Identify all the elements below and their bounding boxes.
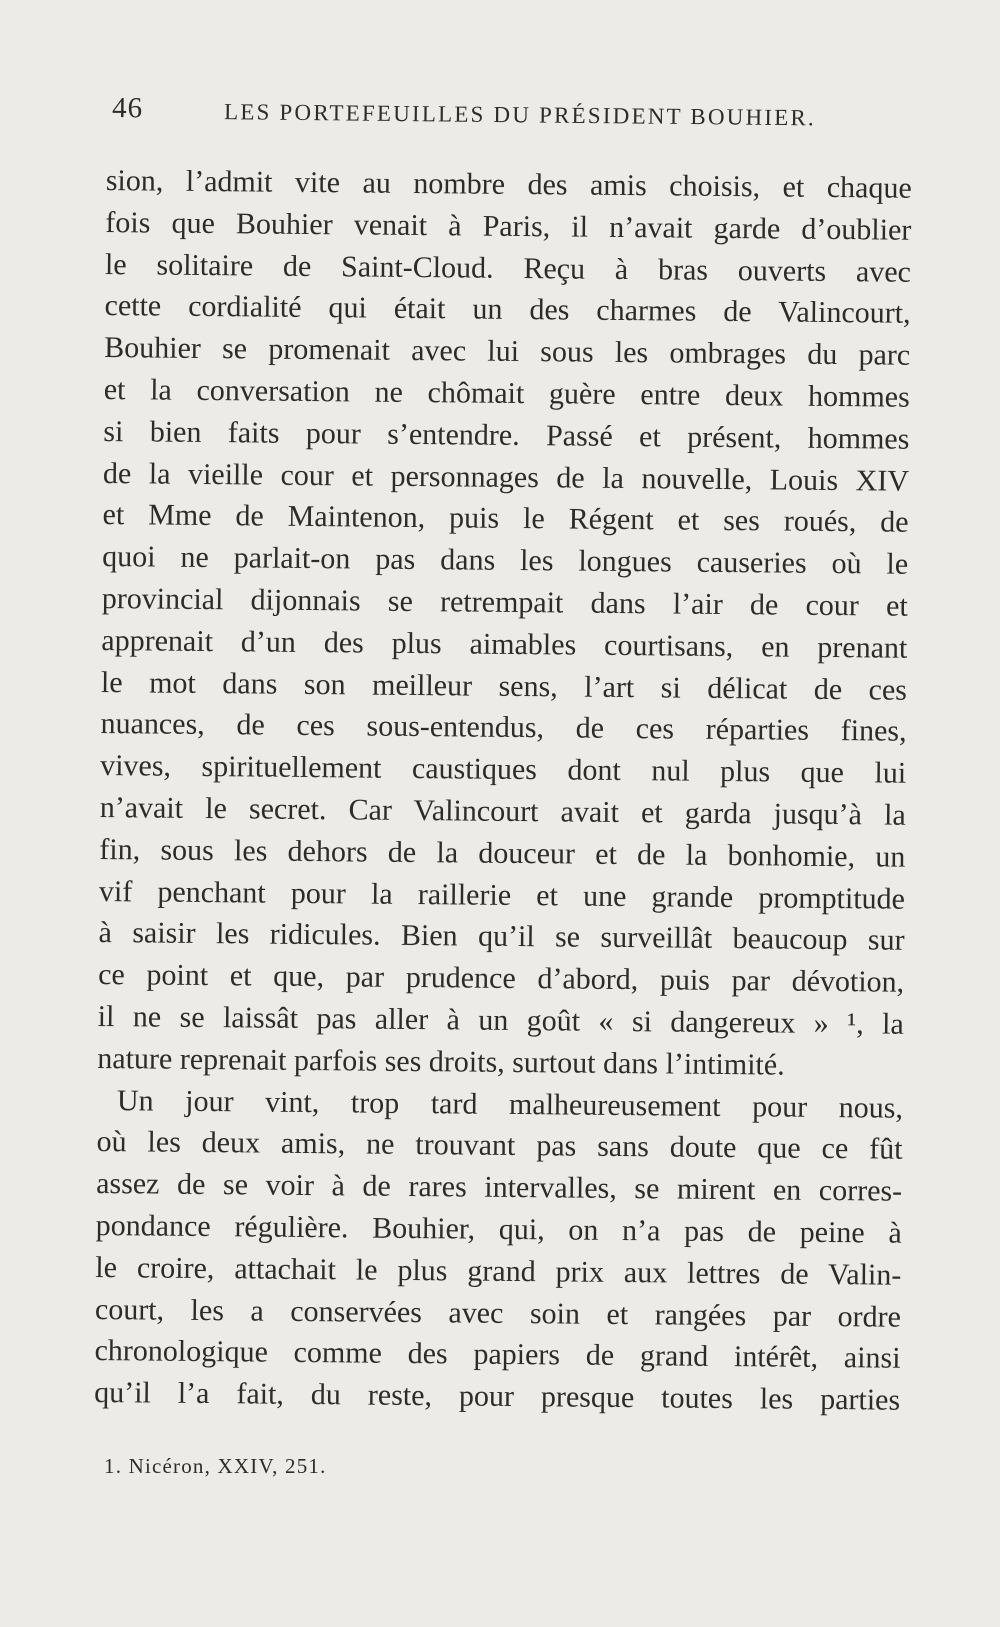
text-line: Bouhier se promenait avec lui sous les ombrages du parc xyxy=(104,331,911,372)
text-line: le solitaire de Saint-Cloud. Reçu à bras ouverts avec xyxy=(104,247,912,289)
text-line: court, les a conservées avec soin et rangées par ordre xyxy=(94,1292,902,1334)
text-line: fois que Bouhier venait à Paris, il n’avait garde d’oublier xyxy=(105,205,912,247)
body-text xyxy=(94,160,912,1422)
footnote: 1. Nicéron, XXIV, 251. xyxy=(104,1454,327,1478)
text-line: pondance régulière. Bouhier, qui, on n’a pas de peine à xyxy=(95,1208,902,1250)
text-line: n’avait le secret. Car Valincourt avait et garda jusqu’à la xyxy=(99,790,906,832)
text-line: assez de se voir à de rares intervalles, se mirent en corres- xyxy=(96,1167,903,1208)
text-line: le croire, attachait le plus grand prix aux lettres de Valin- xyxy=(95,1250,902,1292)
text-line: et la conversation ne chômait guère entre deux hommes xyxy=(103,372,910,414)
page-number: 46 xyxy=(111,92,144,125)
text-line: le mot dans son meilleur sens, l’art si délicat de ces xyxy=(100,665,908,707)
text-line: il ne se laissât pas aller à un goût « si dangereux » ¹, la xyxy=(97,999,904,1041)
text-line: qu’il l’a fait, du reste, pour presque toutes les parties xyxy=(94,1376,901,1417)
text-line: Un jour vint, trop tard malheureusement pour nous, xyxy=(116,1083,904,1125)
text-line: nature reprenait parfois ses droits, surtout dans l’intimité. xyxy=(97,1041,785,1082)
running-head xyxy=(112,92,912,144)
text-line: ce point et que, par prudence d’abord, puis par dévotion, xyxy=(98,958,905,999)
text-line: sion, l’admit vite au nombre des amis choisis, et chaque xyxy=(105,163,912,205)
text-line: chronologique comme des papiers de grand intérêt, ainsi xyxy=(94,1334,901,1375)
text-line: à saisir les ridicules. Bien qu’il se surveillât beaucoup sur xyxy=(98,916,905,958)
text-line: vif penchant pour la raillerie et une grande promptitude xyxy=(98,874,906,916)
text-line: nuances, de ces sous-entendus, de ces réparties fines, xyxy=(100,707,907,749)
text-line: où les deux amis, ne trouvant pas sans doute que ce fût xyxy=(96,1125,903,1167)
text-line: cette cordialité qui était un des charmes de Valincourt, xyxy=(104,289,911,331)
text-line: vives, spirituellement caustiques dont nul plus que lui xyxy=(100,749,907,790)
text-line: quoi ne parlait-on pas dans les longues causeries où le xyxy=(102,540,909,581)
text-line: apprenait d’un des plus aimables courtisans, en prenant xyxy=(101,623,908,665)
text-line: fin, sous les dehors de la douceur et de la bonhomie, un xyxy=(99,832,906,874)
running-title: LES PORTEFEUILLES DU PRÉSIDENT BOUHIER. xyxy=(223,99,817,131)
text-line: provincial dijonnais se retrempait dans l’air de cour et xyxy=(101,581,908,623)
text-line: de la vieille cour et personnages de la nouvelle, Louis XIV xyxy=(102,456,910,498)
text-line: et Mme de Maintenon, puis le Régent et ses roués, de xyxy=(102,498,909,540)
text-line: si bien faits pour s’entendre. Passé et présent, hommes xyxy=(103,414,910,456)
